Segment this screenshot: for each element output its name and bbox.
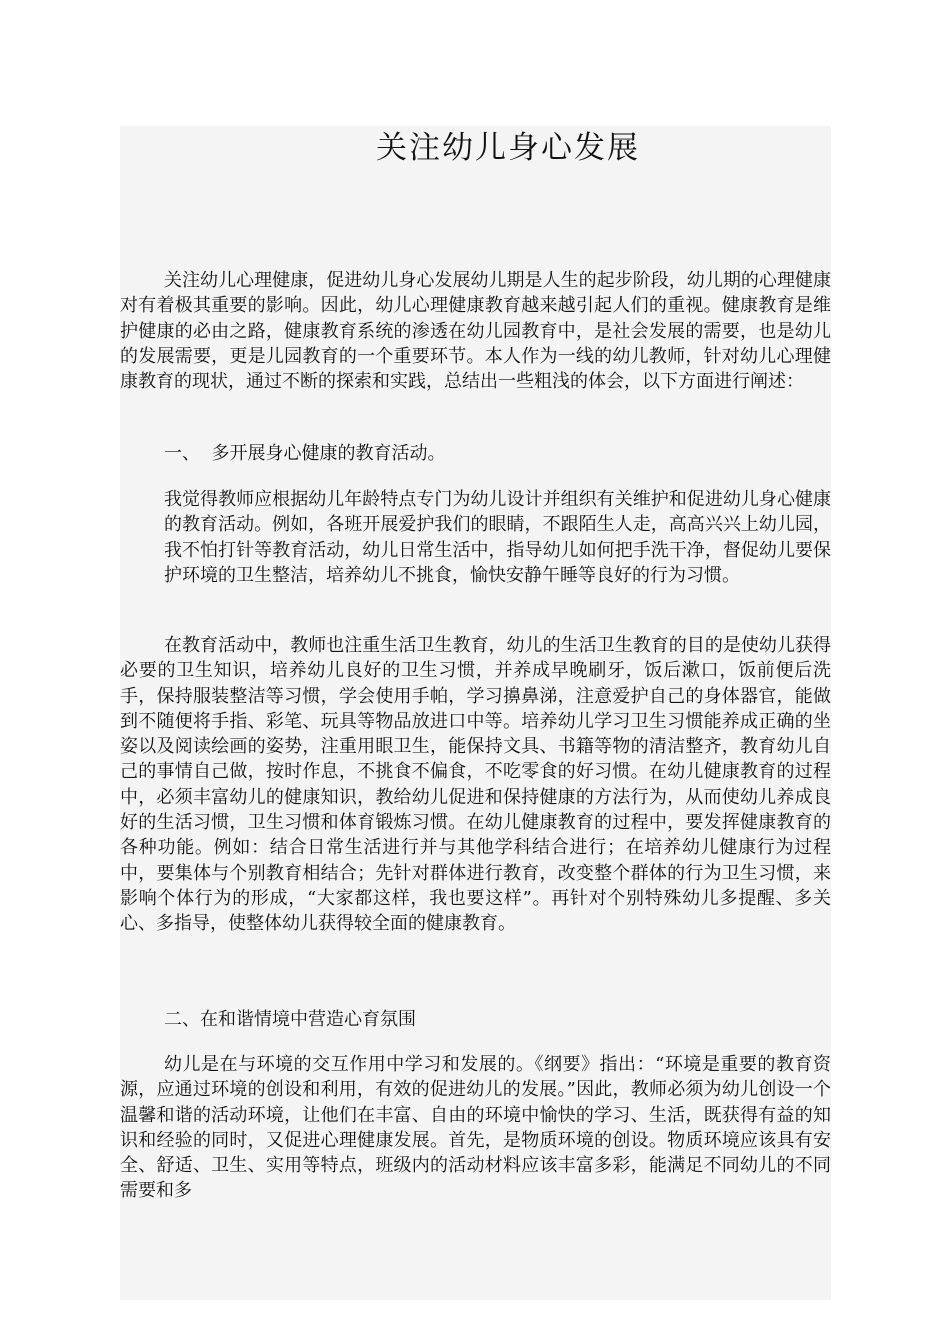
paragraph-activities: 我觉得教师应根据幼儿年龄特点专门为幼儿设计并组织有关维护和促进幼儿身心健康的教育活动。例如，各班开展爱护我们的眼睛，不跟陌生人走，高高兴兴上幼儿园，我不怕打针等教育活动，幼儿日常生活中，指导幼儿如何把手洗干净，督促幼儿要保护环境的卫生整洁，培养幼儿不挑食，愉快安静午睡等良好的行为习惯。: [164, 489, 831, 586]
section-heading-1: 一、 多开展身心健康的教育活动。: [164, 443, 446, 464]
paragraph-intro: 关注幼儿心理健康，促进幼儿身心发展幼儿期是人生的起步阶段，幼儿期的心理健康对有着极其重要的影响。因此，幼儿心理健康教育越来越引起人们的重视。健康教育是维护健康的必由之路，健康教育系统的渗透在幼儿园教育中，是社会发展的需要，也是幼儿的发展需要，更是儿园教育的一个重要环节。本人作为一线的幼儿教师，针对幼儿心理健康教育的现状，通过不断的探索和实践，总结出一些粗浅的体会，以下方面进行阐述：: [120, 270, 831, 393]
document-title: 关注幼儿身心发展: [376, 130, 640, 166]
paragraph-environment: 幼儿是在与环境的交互作用中学习和发展的。《纲要》指出：“环境是重要的教育资源，应通过环境的创设和利用，有效的促进幼儿的发展。”因此，教师必须为幼儿创设一个温馨和谐的活动环境，让他们在丰富、自由的环境中愉快的学习、生活，既获得有益的知识和经验的同时，又促进心理健康发展。首先，是物质环境的创设。物质环境应该具有安全、舒适、卫生、实用等特点，班级内的活动材料应该丰富多彩，能满足不同幼儿的不同需要和多: [120, 1054, 831, 1202]
paragraph-hygiene: 在教育活动中，教师也注重生活卫生教育，幼儿的生活卫生教育的目的是使幼儿获得必要的卫生知识，培养幼儿良好的卫生习惯，并养成早晚刷牙，饭后漱口，饭前便后洗手，保持服装整洁等习惯，学会使用手帕，学习擤鼻涕，注意爱护自己的身体器官，能做到不随便将手指、彩笔、玩具等物品放进口中等。培养幼儿学习卫生习惯能养成正确的坐姿以及阅读绘画的姿势，注重用眼卫生，能保持文具、书籍等物的清洁整齐，教育幼儿自己的事情自己做，按时作息，不挑食不偏食，不吃零食的好习惯。在幼儿健康教育的过程中，必须丰富幼儿的健康知识，教给幼儿促进和保持健康的方法行为，从而使幼儿养成良好的生活习惯，卫生习惯和体育锻炼习惯。在幼儿健康教育的过程中，要发挥健康教育的各种功能。例如：结合日常生活进行并与其他学科结合进行；在培养幼儿健康行为过程中，要集体与个别教育相结合；先针对群体进行教育，改变整个群体的行为卫生习惯，来影响个体行为的形成，“大家都这样，我也要这样”。再针对个别特殊幼儿多提醒、多关心、多指导，使整体幼儿获得较全面的健康教育。: [120, 635, 831, 935]
section-heading-2: 二、在和谐情境中营造心育氛围: [164, 1009, 416, 1030]
